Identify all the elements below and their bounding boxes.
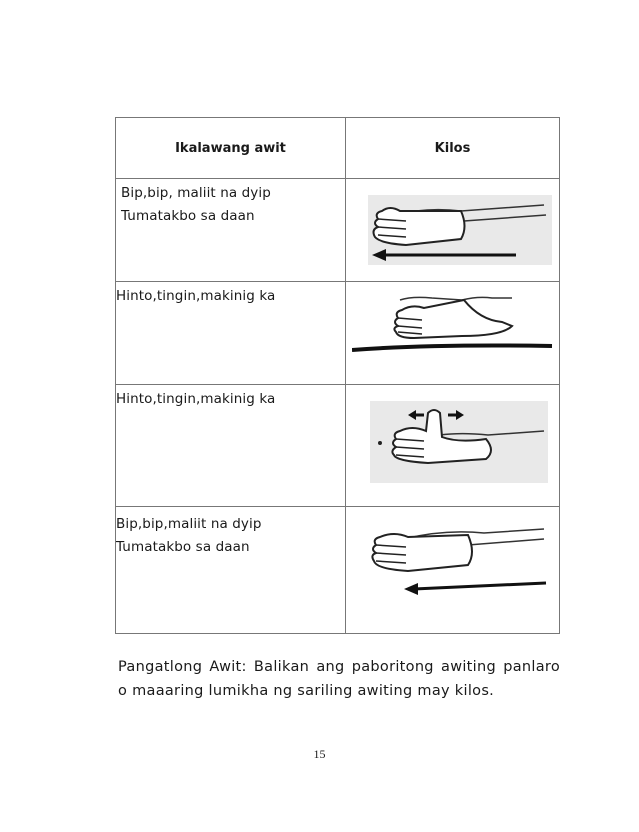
lyrics-cell — [116, 385, 346, 507]
lyric-line: Hinto,tingin,makinig ka — [116, 288, 276, 304]
action-cell — [346, 385, 560, 507]
hand-moving-left-icon — [364, 519, 552, 599]
lyric-line: Tumatakbo sa daan — [116, 539, 250, 555]
action-cell — [346, 282, 560, 385]
hand-thumb-turning-icon — [368, 399, 550, 485]
lyrics-cell — [116, 507, 346, 634]
lyrics-cell — [116, 282, 346, 385]
lyrics-cell — [116, 179, 346, 282]
lyric-line: Hinto,tingin,makinig ka — [116, 391, 276, 407]
instruction-paragraph: Pangatlong Awit: Balikan ang paboritong awiting panlaro o maaaring lumikha ng sariling awiting may kilos. — [118, 659, 560, 699]
lyric-line: Bip,bip,maliit na dyip — [116, 516, 262, 532]
action-cell — [346, 507, 560, 634]
lyric-line: Tumatakbo sa daan — [121, 208, 255, 224]
hand-stopped-icon — [352, 292, 556, 356]
song-column-header: Ikalawang awit — [116, 118, 346, 179]
table-row — [116, 282, 560, 385]
hand-moving-left-icon — [366, 193, 554, 267]
table-row — [116, 507, 560, 634]
page-number: 15 — [313, 747, 326, 761]
lyric-line: Bip,bip, maliit na dyip — [121, 185, 271, 201]
action-column-header: Kilos — [346, 118, 560, 179]
song-actions-table — [115, 117, 560, 634]
table-row — [116, 179, 560, 282]
table-header-row — [116, 118, 560, 179]
action-cell — [346, 179, 560, 282]
table-row — [116, 385, 560, 507]
